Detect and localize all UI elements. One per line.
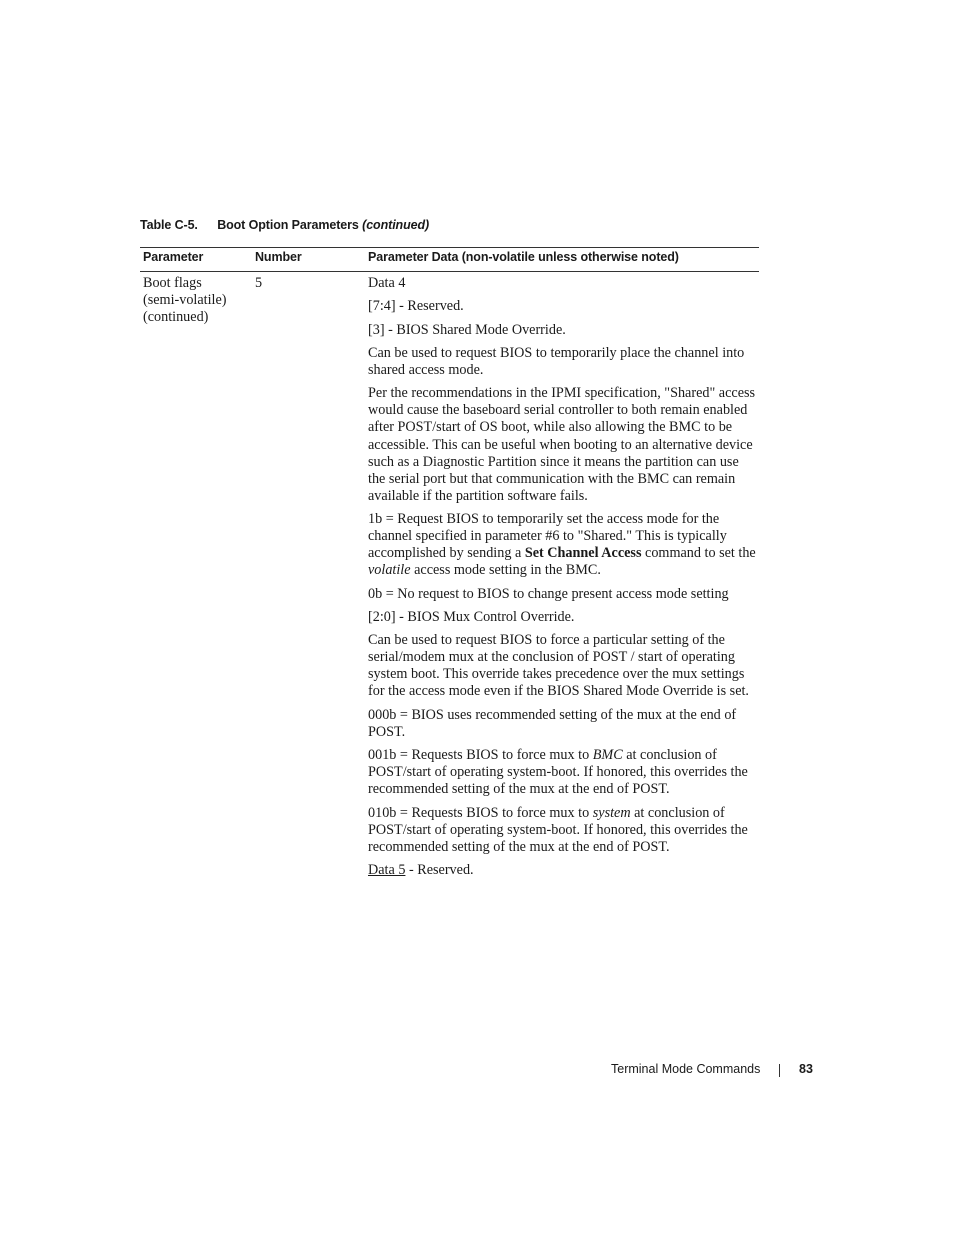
parameter-line: Boot flags — [143, 275, 202, 291]
data-paragraph: 0b = No request to BIOS to change present access mode setting — [368, 585, 729, 602]
footer-separator — [779, 1064, 780, 1077]
table-caption — [140, 218, 429, 232]
emphasis: system — [592, 804, 631, 821]
data-paragraph: [2:0] - BIOS Mux Control Override. — [368, 608, 575, 625]
header-divider — [140, 271, 759, 272]
text-run: at conclusion of POST/start of operating system-boot. If honored, this overrides the recommended setting of the mux at the end of POST. — [368, 804, 748, 855]
parameter-data-cell — [368, 275, 758, 885]
data-paragraph: Data 4 — [368, 275, 406, 291]
header-number: Number — [255, 250, 302, 264]
header-parameter: Parameter — [143, 250, 204, 264]
data-paragraph: Can be used to request BIOS to force a particular setting of the serial/modem mux at the conclusion of POST / start of operating system boot. This override takes precedence over the mux settings for the access mode even if the BIOS Shared Mode Override is set. — [368, 632, 749, 700]
table-number: Table C-5. — [140, 218, 198, 232]
text-run: access mode setting in the BMC. — [410, 562, 601, 579]
text-run: command to set the — [641, 545, 756, 562]
data-paragraph: Per the recommendations in the IPMI specification, "Shared" access would cause the baseboard serial controller to both remain enabled after POST/start of OS boot, while also allowing the BMC to be accessible. This can be useful when booting to an alternative device such as a Diagnostic Partition since it means the partition can use the serial port but that communication with the BMC can remain available if the partition software fails. — [368, 385, 756, 504]
command-name: Set Channel Access — [524, 545, 642, 562]
table-continued: (continued) — [362, 218, 430, 232]
text-run: at conclusion of POST/start of operating system-boot. If honored, this overrides the recommended setting of the mux at the end of POST. — [368, 747, 748, 798]
data-paragraph: Can be used to request BIOS to temporarily place the channel into shared access mode. — [368, 344, 745, 378]
data-paragraph — [368, 805, 758, 856]
emphasis: BMC — [592, 747, 623, 764]
data5-link[interactable]: Data 5 — [368, 862, 406, 879]
data-paragraph: [3] - BIOS Shared Mode Override. — [368, 321, 566, 338]
number-cell: 5 — [255, 275, 263, 291]
data-paragraph — [368, 511, 758, 579]
table-title: Boot Option Parameters — [217, 218, 359, 232]
emphasis: volatile — [368, 562, 411, 579]
table-top-rule — [140, 247, 759, 248]
text-run: - Reserved. — [405, 862, 474, 879]
text-run: 1b = Request BIOS to temporarily set the access mode for the channel specified in parameter #6 to "Shared." This is typically accomplished by sending a — [368, 511, 727, 562]
parameter-line: (continued) — [143, 309, 209, 326]
page-number: 83 — [799, 1062, 813, 1076]
data-paragraph — [368, 747, 758, 798]
text-run: 010b = Requests BIOS to force mux to — [368, 804, 593, 821]
header-parameter-data: Parameter Data (non-volatile unless otherwise noted) — [368, 250, 679, 264]
parameter-line: (semi-volatile) — [143, 292, 227, 309]
footer-section-title: Terminal Mode Commands — [611, 1062, 761, 1076]
data-paragraph: 000b = BIOS uses recommended setting of the mux at the end of POST. — [368, 706, 737, 740]
parameter-cell — [143, 275, 251, 326]
data-paragraph — [368, 862, 758, 879]
text-run: 001b = Requests BIOS to force mux to — [368, 747, 593, 764]
data-paragraph: [7:4] - Reserved. — [368, 298, 464, 315]
